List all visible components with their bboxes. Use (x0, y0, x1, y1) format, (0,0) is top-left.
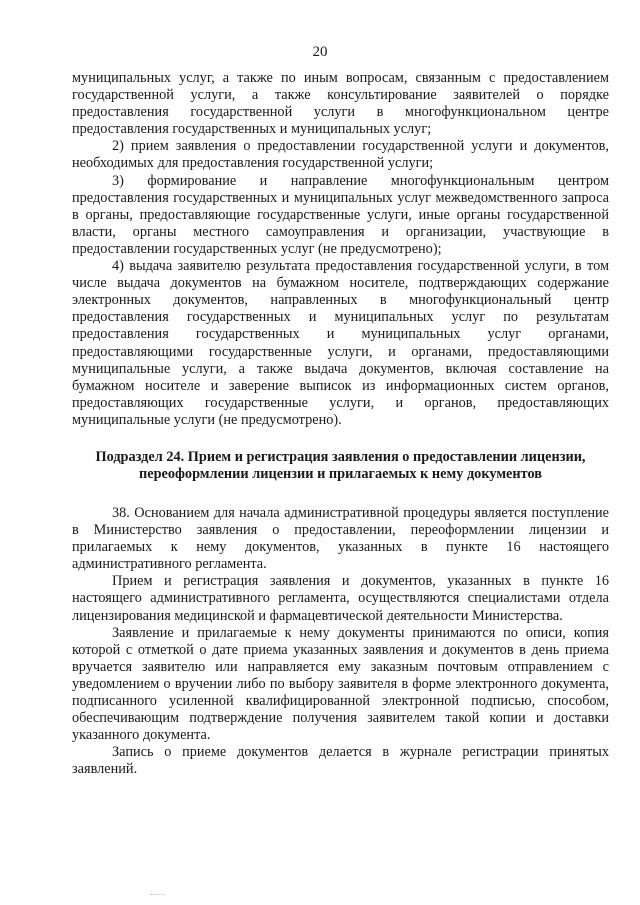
section-heading-line-2: переоформлении лицензии и прилагаемых к нему документов (139, 466, 542, 483)
paragraph-reception: Прием и регистрация заявления и документов, указанных в пункте 16 настоящего административного регламента, осуществляются специалистами отдела лицензирования медицинской и фармацевтической деятельности Министерства. (72, 573, 609, 624)
scan-artifact-mark (150, 888, 164, 895)
paragraph-continuation: муниципальных услуг, а также по иным вопросам, связанным с предоставлением государственной услуги, а также консультирование заявителей о порядке предоставления государственной услуги в многофункциональном центре предоставления государственных и муниципальных услуг; (72, 70, 609, 138)
page-number: 20 (312, 44, 328, 60)
paragraph-item-2: 2) прием заявления о предоставлении государственной услуги и документов, необходимых для предоставления государственной услуги; (72, 138, 609, 172)
section-heading-line-1: Подраздел 24. Прием и регистрация заявления о предоставлении лицензии, (95, 448, 586, 465)
paragraph-item-4: 4) выдача заявителю результата предоставления государственной услуги, в том числе выдача документов на бумажном носителе, подтверждающих содержание электронных документов, направленных в многофункциональный центр предоставления государственных и муниципальных услуг по результатам предоставления государственных и муниципальных услуг органами, предоставляющими государственные услуги, и органами, предоставляющими муниципальные услуги, а также выдача документов, включая составление на бумажном носителе и заверение выписок из информационных систем органов, предоставляющих государственные услуги, и органов, предоставляющих муниципальные услуги (не предусмотрено). (72, 258, 609, 428)
section-heading (72, 449, 609, 484)
paragraph-item-3: 3) формирование и направление многофункциональным центром предоставления государственных и муниципальных услуг межведомственного запроса в органы, предоставляющие государственные услуги, иные органы государственной власти, органы местного самоуправления и организации, участвующие в предоставлении государственных услуг (не предусмотрено); (72, 172, 609, 257)
document-body (72, 70, 609, 778)
paragraph-38: 38. Основанием для начала административной процедуры является поступление в Министерство заявления о предоставлении, переоформлении лицензии и прилагаемых к нему документов, указанных в пункте 16 настоящего административного регламента. (72, 504, 609, 573)
paragraph-journal: Запись о приеме документов делается в журнале регистрации принятых заявлений. (72, 744, 609, 778)
paragraph-inventory: Заявление и прилагаемые к нему документы принимаются по описи, копия которой с отметкой о дате приема указанных заявления и документов в день приема вручается заявителю или направляется ему заказным почтовым отправлением с уведомлением о вручении либо по выбору заявителя в форме электронного документа, подписанного усиленной квалифицированной электронной подписью, способом, обеспечивающим подтверждение получения заявителем такой копии и доставки указанного документа. (72, 624, 609, 744)
